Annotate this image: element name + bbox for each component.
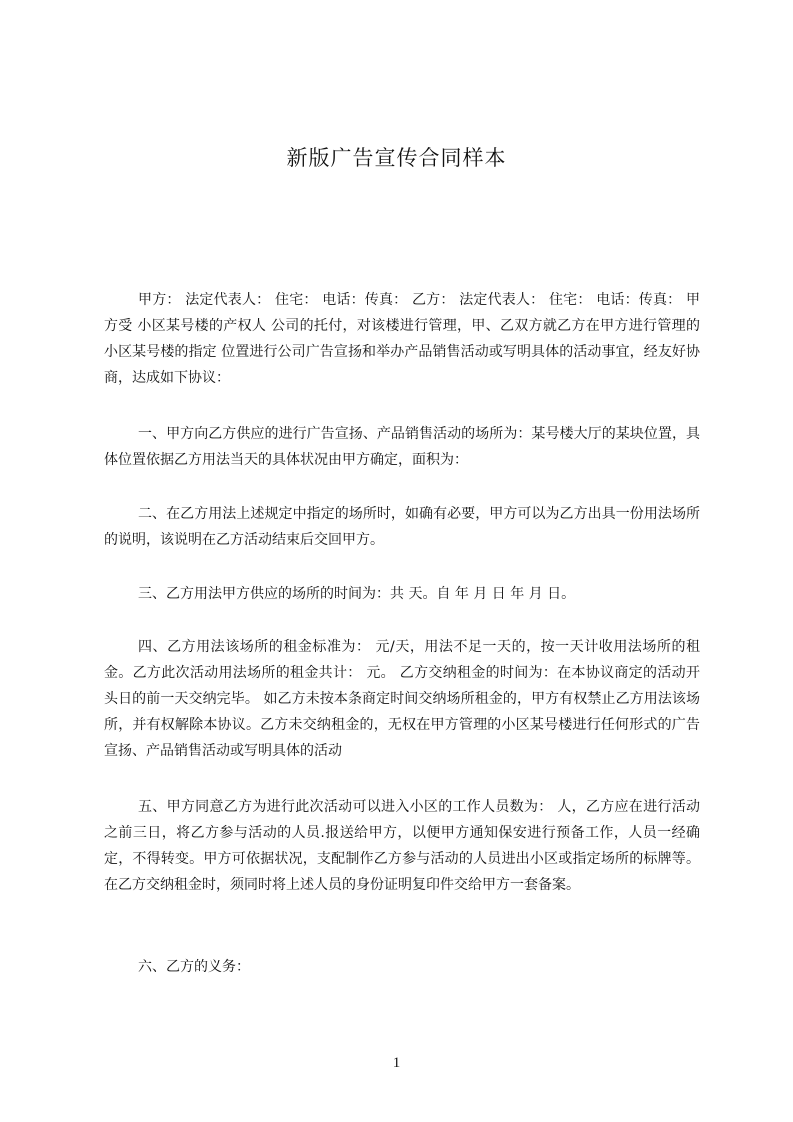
page-number: 1 [392,1055,401,1071]
paragraph-parties: 甲方： 法定代表人： 住宅： 电话：传真： 乙方： 法定代表人： 住宅： 电话：传真： 甲方受 小区某号楼的产权人 公司的托付，对该楼进行管理，甲、乙双方就乙方在甲方进行管理的 小区某号楼的指定 位置进行公司广告宣扬和举办产品销售活动或写明具体的活动事宜，经友好协商，达成如下协议： [104,292,700,386]
paragraph-clause-4: 四、乙方用法该场所的租金标准为： 元/天，用法不足一天的，按一天计收用法场所的租金。乙方此次活动用法场所的租金共计： 元。 乙方交纳租金的时间为：在本协议商定的活动开头日的前一天交纳完毕。 如乙方未按本条商定时间交纳场所租金的，甲方有权禁止乙方用法该场所，并有权解除本协议。乙方未交纳租金的，无权在甲方管理的小区某号楼进行任何形式的广告宣扬、产品销售活动或写明具体的活动 [104,639,700,759]
paragraph-clause-5: 五、甲方同意乙方为进行此次活动可以进入小区的工作人员数为： 人，乙方应在进行活动之前三日，将乙方参与活动的人员.报送给甲方，以便甲方通知保安进行预备工作，人员一经确定，不得转变。甲方可依据状况，支配制作乙方参与活动的人员进出小区或指定场所的标牌等。 在乙方交纳租金时，须同时将上述人员的身份证明复印件交给甲方一套备案。 [104,799,700,893]
paragraph-clause-1: 一、甲方向乙方供应的进行广告宣扬、产品销售活动的场所为：某号楼大厅的某块位置，具体位置依据乙方用法当天的具体状况由甲方确定，面积为： [104,426,700,468]
paragraph-clause-6: 六、乙方的义务： [138,959,250,975]
paragraph-clause-2: 二、在乙方用法上述规定中指定的场所时，如确有必要，甲方可以为乙方出具一份用法场所的说明，该说明在乙方活动结束后交回甲方。 [104,506,700,548]
paragraph-clause-3: 三、乙方用法甲方供应的场所的时间为：共 天。自 年 月 日 年 月 日。 [138,586,576,602]
document-title: 新版广告宣传合同样本 [286,146,507,170]
